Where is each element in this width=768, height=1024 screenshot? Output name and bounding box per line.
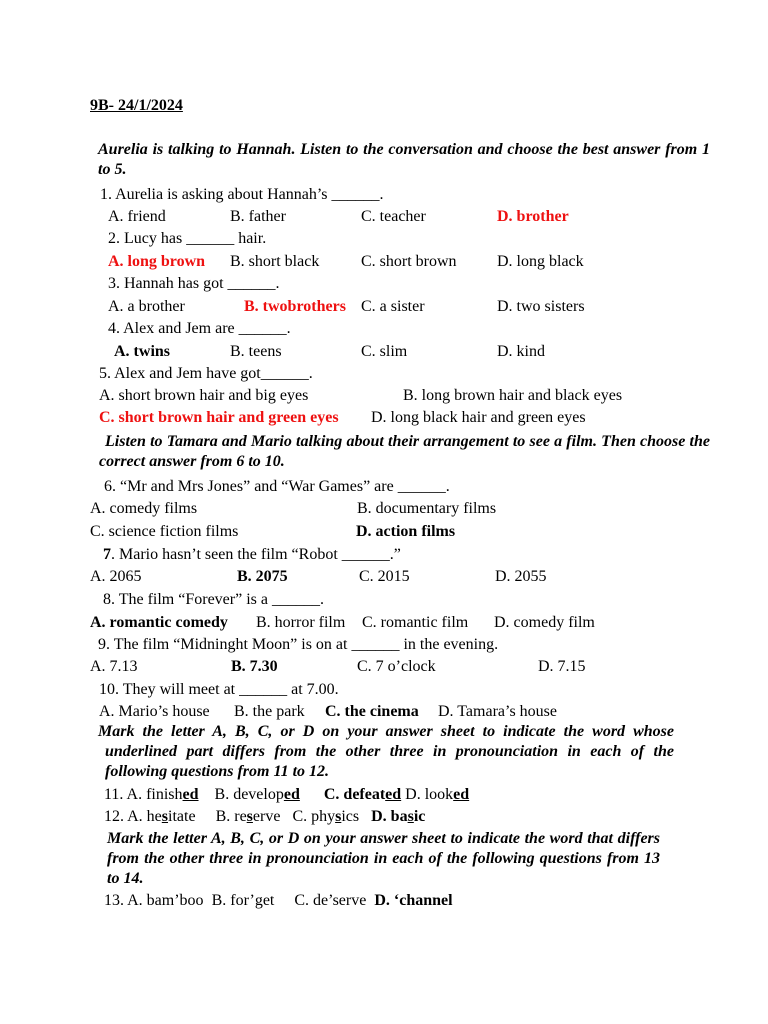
q13-option-d-answer: D. ‘channel	[374, 892, 453, 909]
q8-option-b: B. horror film	[256, 614, 346, 631]
q6-option-a: A. comedy films	[90, 500, 198, 517]
q2-option-a-answer: A. long brown	[108, 253, 206, 270]
q10-option-b: B. the park	[234, 703, 305, 720]
q8-option-c: C. romantic film	[362, 614, 469, 631]
q4-stem: 4. Alex and Jem are ______.	[108, 320, 291, 337]
q13-option-a: A. bam’boo	[127, 892, 204, 909]
q11-option-b: B. developed	[214, 786, 300, 803]
q1-stem: 1. Aurelia is asking about Hannah’s ______.	[100, 186, 384, 203]
q11-d-underlined-part: ed	[453, 786, 470, 803]
q12-row	[104, 807, 425, 827]
q10-option-d: D. Tamara’s house	[438, 703, 557, 720]
section4-instruction: Mark the letter A, B, C, or D on your answer sheet to indicate the word that differs from the other three in pronounciation in each of the following questions from 13 to 14.	[107, 830, 660, 887]
q10-option-a: A. Mario’s house	[99, 703, 210, 720]
q7-number: 7	[103, 546, 111, 563]
q12-b-underlined-part: s	[246, 808, 253, 825]
q6-option-c: C. science fiction films	[90, 523, 239, 540]
q12-a-underlined-part: s	[161, 808, 169, 825]
q2-option-b: B. short black	[230, 253, 320, 270]
q4-option-d: D. kind	[497, 343, 545, 360]
q8-option-a-answer: A. romantic comedy	[90, 614, 228, 631]
q9-option-c: C. 7 o’clock	[357, 658, 436, 675]
q2-option-c: C. short brown	[361, 253, 457, 270]
q12-option-c: C. physics	[292, 808, 360, 825]
q13-number: 13.	[104, 892, 124, 909]
q11-row	[104, 785, 469, 805]
q3-option-b-answer: B. twobrothers	[244, 298, 346, 315]
q10-option-c-answer: C. the cinema	[325, 703, 419, 720]
q3-stem: 3. Hannah has got ______.	[108, 275, 280, 292]
q2-option-d: D. long black	[497, 253, 584, 270]
q12-number: 12.	[104, 808, 124, 825]
q13-option-b: B. for’get	[211, 892, 275, 909]
q11-option-c-answer: C. defeated	[323, 786, 402, 803]
q7-stem	[103, 545, 401, 565]
q7-option-c: C. 2015	[359, 568, 410, 585]
q11-b-underlined-part: ed	[283, 786, 300, 803]
q5-option-b: B. long brown hair and black eyes	[403, 387, 623, 404]
q9-stem: 9. The film “Midninght Moon” is on at ______ in the evening.	[98, 636, 499, 653]
q11-c-underlined-part: ed	[385, 786, 402, 803]
q2-stem: 2. Lucy has ______ hair.	[108, 230, 267, 247]
section3-instruction: Mark the letter A, B, C, or D on your answer sheet to indicate the word whose underlined part differs from the other three in pronounciation in each of the following questions from 11 to 12.	[98, 723, 674, 780]
q13-option-c: C. de’serve	[294, 892, 367, 909]
q1-option-b: B. father	[230, 208, 286, 225]
q5-option-a: A. short brown hair and big eyes	[99, 387, 309, 404]
q1-option-a: A. friend	[108, 208, 166, 225]
q5-stem: 5. Alex and Jem have got______.	[99, 365, 313, 382]
q12-d-underlined-part: s	[407, 808, 414, 825]
q12-option-a: A. hesitate	[127, 808, 196, 825]
q4-option-c: C. slim	[361, 343, 408, 360]
q11-a-underlined-part: ed	[182, 786, 199, 803]
q3-option-c: C. a sister	[361, 298, 425, 315]
q3-option-d: D. two sisters	[497, 298, 585, 315]
q7-option-b-answer: B. 2075	[237, 568, 288, 585]
q1-option-c: C. teacher	[361, 208, 426, 225]
q11-option-a: A. finished	[126, 786, 199, 803]
q11-number: 11.	[104, 786, 124, 803]
q5-option-d: D. long black hair and green eyes	[371, 409, 586, 426]
q8-stem: 8. The film “Forever” is a ______.	[103, 591, 324, 608]
q1-option-d-answer: D. brother	[497, 208, 569, 225]
q5-option-c-answer: C. short brown hair and green eyes	[99, 409, 339, 426]
section1-instruction: Aurelia is talking to Hannah. Listen to the conversation and choose the best answer from 1 to 5.	[98, 141, 710, 178]
q13-row	[104, 891, 453, 911]
q6-option-d-answer: D. action films	[356, 523, 456, 540]
q9-option-a: A. 7.13	[90, 658, 138, 675]
q11-option-d: D. looked	[405, 786, 470, 803]
q9-option-d: D. 7.15	[538, 658, 586, 675]
q9-option-b-answer: B. 7.30	[231, 658, 278, 675]
q3-option-a: A. a brother	[108, 298, 185, 315]
q4-option-b: B. teens	[230, 343, 282, 360]
q7-stem-text: . Mario hasn’t seen the film “Robot ______.”	[111, 546, 401, 563]
section2-instruction: Listen to Tamara and Mario talking about their arrangement to see a film. Then choose the correct answer from 6 to 10.	[99, 433, 710, 470]
q4-option-a-answer: A. twins	[114, 343, 171, 360]
page-title: 9B- 24/1/2024	[90, 97, 183, 114]
q12-option-d-answer: D. basic	[371, 808, 426, 825]
q6-stem: 6. “Mr and Mrs Jones” and “War Games” are ______.	[104, 478, 450, 495]
q6-option-b: B. documentary films	[357, 500, 497, 517]
q7-option-d: D. 2055	[495, 568, 547, 585]
q7-option-a: A. 2065	[90, 568, 142, 585]
q12-c-underlined-part: s	[335, 808, 342, 825]
q12-option-b: B. reserve	[215, 808, 281, 825]
q8-option-d: D. comedy film	[494, 614, 595, 631]
q10-stem: 10. They will meet at ______ at 7.00.	[99, 681, 339, 698]
